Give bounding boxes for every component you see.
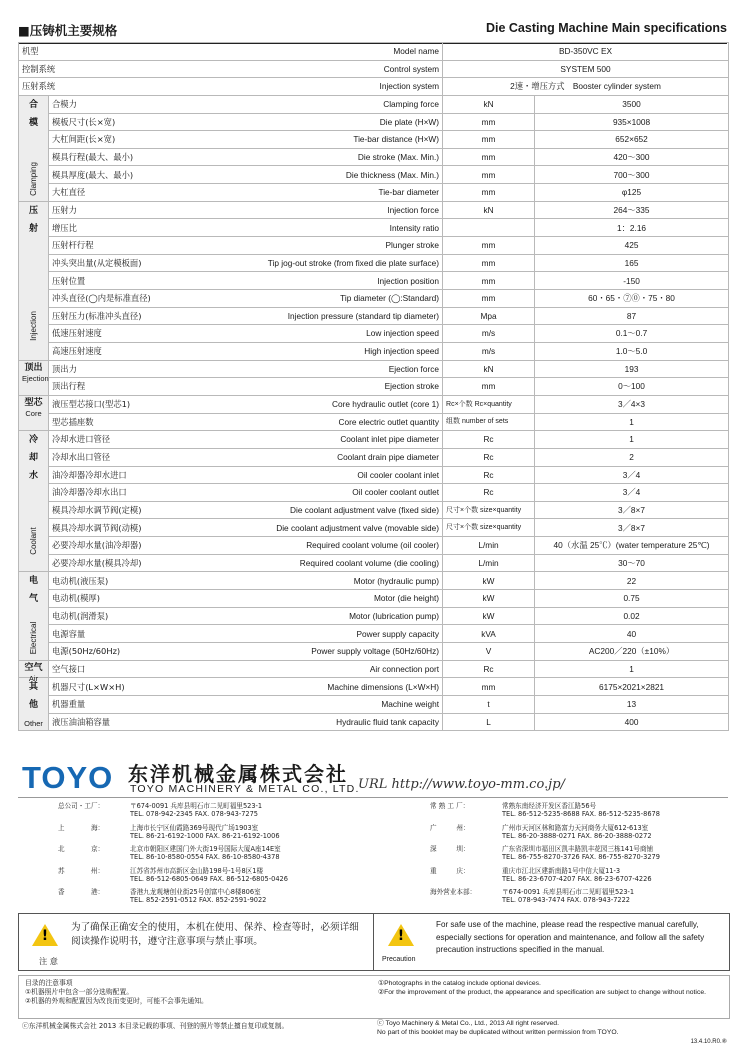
spec-label-cn: 冲头突出量(从定模板面) — [49, 254, 185, 272]
spec-unit: L/min — [443, 537, 535, 555]
spec-unit: Rc — [443, 484, 535, 502]
spec-unit: mm — [443, 184, 535, 202]
address-office: 香 港： — [58, 888, 105, 896]
notes-cn-title: 目录的注意事项 — [25, 979, 73, 987]
spec-row — [19, 378, 729, 396]
spec-label-cn: 模具厚度(最大、最小) — [49, 166, 185, 184]
spec-value: 1.0～5.0 — [535, 342, 729, 360]
spec-row — [19, 590, 729, 608]
spec-value: 3／4×3 — [535, 395, 729, 413]
spec-label-cn: 大杠间距(长×宽) — [49, 131, 185, 149]
spec-label-cn: 大杠直径 — [49, 184, 185, 202]
section-label-cn: 冷 却 水 — [28, 435, 38, 482]
spec-row — [19, 431, 729, 449]
spec-row — [19, 572, 729, 590]
spec-row — [19, 131, 729, 149]
spec-row — [19, 95, 729, 113]
spec-label-cn: 合模力 — [49, 95, 185, 113]
spec-unit: Rc×个数 Rc×quantity — [443, 395, 535, 413]
spec-value: 652×652 — [535, 131, 729, 149]
spec-label-cn: 必要冷却水量(模具冷却) — [49, 554, 185, 572]
spec-label-en: Die stroke (Max. Min.) — [185, 148, 443, 166]
spec-value: 2 — [535, 448, 729, 466]
spec-label-en: Tie-bar diameter — [185, 184, 443, 202]
spec-unit — [443, 219, 535, 237]
spec-value: 3／4 — [535, 484, 729, 502]
spec-row — [19, 148, 729, 166]
spec-unit: kN — [443, 95, 535, 113]
spec-unit: Rc — [443, 466, 535, 484]
address-phone: TEL. 078-942-2345 FAX. 078-943-7275 — [130, 810, 258, 818]
address-phone: TEL. 86-512-5235-8688 FAX. 86-512-5235-8678 — [502, 810, 660, 818]
spec-label-cn: 压射位置 — [49, 272, 185, 290]
section-label-cn: 合 模 — [28, 99, 38, 128]
spec-label-en: Oil cooler coolant inlet — [185, 466, 443, 484]
address-office: 苏 州： — [58, 866, 105, 875]
spec-row — [19, 184, 729, 202]
spec-label-cn: 模具冷却水调节阀(动模) — [49, 519, 185, 537]
address-office: 重 庆： — [430, 866, 470, 875]
address-office: 常 熟 工 厂： — [430, 802, 470, 810]
spec-unit: kVA — [443, 625, 535, 643]
spec-label-cn: 冷却水进口管径 — [49, 431, 185, 449]
section-air — [19, 660, 49, 683]
spec-label-en: Clamping force — [185, 95, 443, 113]
address-detail — [130, 802, 262, 818]
spec-unit: mm — [443, 166, 535, 184]
address-phone: TEL. 86-20-3888-0271 FAX. 86-20-3888-0272 — [502, 831, 652, 840]
section-label-en: Air — [28, 673, 39, 683]
spec-unit: V — [443, 643, 535, 661]
copyright-en-1: ⓒ Toyo Machinery & Metal Co., Ltd., 2013 All right reserved. — [377, 1020, 559, 1027]
spec-label-en: Die coolant adjustment valve (movable side) — [185, 519, 443, 537]
spec-value: 193 — [535, 360, 729, 378]
caution-label-en: Precaution — [382, 956, 416, 963]
spec-unit: mm — [443, 272, 535, 290]
spec-value: AC200／220（±10%） — [535, 643, 729, 661]
spec-label-cn: 冲头直径(◯内是标准直径) — [49, 290, 185, 308]
spec-unit: Rc — [443, 448, 535, 466]
address-line: 广东省深圳市福田区凯丰路凯丰花园三栋141号商铺 — [502, 845, 654, 853]
spec-label-en: Ejection force — [185, 360, 443, 378]
spec-label-en: Motor (lubrication pump) — [185, 607, 443, 625]
spec-value: 400 — [535, 713, 729, 731]
caution-en — [374, 914, 729, 970]
spec-value: 1 — [535, 413, 729, 431]
spec-row — [19, 501, 729, 519]
address-line: 香港九龙观塘创业街25号创富中心8楼806室 — [130, 888, 261, 896]
section-label-en: Coolant — [28, 527, 38, 556]
spec-value: 3／8×7 — [535, 519, 729, 537]
spec-unit: mm — [443, 237, 535, 255]
spec-value: SYSTEM 500 — [443, 60, 729, 78]
spec-row — [19, 342, 729, 360]
spec-row — [19, 201, 729, 219]
spec-row — [19, 395, 729, 413]
spec-row — [19, 448, 729, 466]
spec-label-en: Motor (die height) — [185, 590, 443, 608]
address-line: 〒674-0091 兵库县明石市二见町福里523-1 — [502, 888, 635, 896]
spec-row — [19, 166, 729, 184]
spec-unit: m/s — [443, 342, 535, 360]
address-line: 江苏省苏州市高新区金山路198号-1号8区1楼 — [130, 866, 264, 875]
spec-value: 165 — [535, 254, 729, 272]
title-en: Die Casting Machine Main specifications — [485, 21, 727, 35]
spec-label-en: High injection speed — [185, 342, 443, 360]
spec-unit: kN — [443, 201, 535, 219]
section-label-cn: 电 气 — [28, 576, 38, 605]
spec-unit: Mpa — [443, 307, 535, 325]
spec-row — [19, 625, 729, 643]
spec-value: 13 — [535, 695, 729, 713]
notes-en — [378, 979, 724, 997]
address-detail — [502, 845, 660, 861]
spec-label-cn: 型芯插座数 — [49, 413, 185, 431]
spec-value: 3／8×7 — [535, 501, 729, 519]
spec-value: 2速・增压方式 Booster cylinder system — [443, 78, 729, 96]
spec-label-en: Power supply voltage (50Hz/60Hz) — [185, 643, 443, 661]
copyright-en — [377, 1019, 619, 1037]
spec-unit: 尺寸×个数 size×quantity — [443, 501, 535, 519]
spec-row — [19, 113, 729, 131]
address-phone: TEL. 86-10-8580-0554 FAX. 86-10-8580-4378 — [130, 853, 280, 861]
spec-row — [19, 325, 729, 343]
spec-label-cn: 电动机(润滑泵) — [49, 607, 185, 625]
address-office: 深 圳： — [430, 845, 470, 853]
spec-label-cn: 顶出行程 — [49, 378, 185, 396]
spec-row — [19, 466, 729, 484]
spec-label-en: Tip diameter (◯:Standard) — [185, 290, 443, 308]
address-phone: TEL. 078-943-7474 FAX. 078-943-7222 — [502, 896, 630, 904]
spec-label-en: Required coolant volume (oil cooler) — [185, 537, 443, 555]
spec-label-en: Die coolant adjustment valve (fixed side) — [185, 501, 443, 519]
catalog-code: 13.4.10.R0.⑧ — [690, 1039, 727, 1045]
spec-value: 1：2.16 — [535, 219, 729, 237]
caution-label-cn: 注 意 — [39, 956, 58, 966]
address-detail — [502, 867, 652, 883]
spec-label-cn: 增压比 — [49, 219, 185, 237]
spec-unit: 尺寸×个数 size×quantity — [443, 519, 535, 537]
address-divider — [18, 797, 728, 798]
spec-row — [19, 360, 729, 378]
spec-unit: 组数 number of sets — [443, 413, 535, 431]
spec-label-en: Machine dimensions (L×W×H) — [185, 678, 443, 696]
section-label-en: Ejection — [22, 373, 49, 383]
spec-label-en: Injection position — [185, 272, 443, 290]
spec-unit: mm — [443, 290, 535, 308]
section-label-cn: 顶出 — [24, 362, 43, 373]
spec-label-cn: 压射杆行程 — [49, 237, 185, 255]
spec-value: BD-350VC EX — [443, 43, 729, 61]
spec-label-cn: 模具冷却水调节阀(定模) — [49, 501, 185, 519]
spec-row — [19, 78, 729, 96]
spec-label-cn: 控制系统 — [19, 60, 185, 78]
spec-value: 0.75 — [535, 590, 729, 608]
notes-cn-1: ①机器照片中包含一部分选购配置。 — [25, 988, 134, 996]
spec-value: -150 — [535, 272, 729, 290]
spec-label-cn: 液压油油箱容量 — [49, 713, 185, 731]
caution-text-cn: 为了确保正确安全的使用，本机在使用、保养、检查等时，必须详细阅读操作说明书，遵守注意事项与禁止事项。 — [71, 922, 359, 947]
address-phone: TEL. 86-512-6805-0649 FAX. 86-512-6805-0426 — [130, 874, 288, 883]
spec-label-en: Coolant drain pipe diameter — [185, 448, 443, 466]
spec-value: 1 — [535, 431, 729, 449]
spec-label-en: Injection pressure (standard tip diameter) — [185, 307, 443, 325]
spec-label-en: Tie-bar distance (H×W) — [185, 131, 443, 149]
catalog-notes — [18, 975, 730, 1019]
notes-en-1: ①Photographs in the catalog include optional devices. — [378, 980, 541, 987]
address-phone: TEL. 852-2591-0512 FAX. 852-2591-9022 — [130, 896, 267, 904]
spec-label-en: Low injection speed — [185, 325, 443, 343]
spec-unit: mm — [443, 378, 535, 396]
section-label-en: Injection — [28, 310, 38, 341]
spec-value: 3／4 — [535, 466, 729, 484]
spec-label-cn: 必要冷却水量(油冷却器) — [49, 537, 185, 555]
spec-value: 3500 — [535, 95, 729, 113]
spec-label-en: Die plate (H×W) — [185, 113, 443, 131]
spec-unit: m/s — [443, 325, 535, 343]
spec-value: 1 — [535, 660, 729, 678]
spec-label-cn: 空气接口 — [49, 660, 185, 678]
spec-unit: kN — [443, 360, 535, 378]
spec-row — [19, 484, 729, 502]
address-line: 〒674-0091 兵库县明石市二见町福里523-1 — [130, 802, 263, 810]
address-detail — [502, 802, 660, 818]
spec-unit: mm — [443, 254, 535, 272]
address-detail — [502, 888, 634, 904]
spec-row — [19, 554, 729, 572]
spec-label-en: Plunger stroke — [185, 237, 443, 255]
company-name-en: TOYO MACHINERY & METAL CO., LTD. — [130, 783, 360, 795]
spec-label-en: Control system — [185, 60, 443, 78]
address-phone: TEL. 86-21-6192-1000 FAX. 86-21-6192-1006 — [130, 831, 280, 840]
address-office: 总公司・工厂： — [58, 802, 105, 810]
section-label-cn: 压 射 — [28, 205, 38, 234]
spec-unit: mm — [443, 148, 535, 166]
toyo-logo: TOYO — [22, 760, 114, 795]
section-other — [19, 678, 49, 731]
address-line: 北京市朝阳区建国门外大街19号国际大厦A座14E室 — [130, 845, 281, 853]
spec-label-en: Model name — [185, 43, 443, 61]
spec-row — [19, 519, 729, 537]
address-phone: TEL. 86-755-8270-3726 FAX. 86-755-8270-3279 — [502, 853, 660, 861]
spec-label-cn: 低速压射速度 — [49, 325, 185, 343]
spec-row — [19, 219, 729, 237]
address-line: 重庆市江北区建新南路1号中信大厦11-3 — [502, 866, 621, 875]
spec-label-en: Machine weight — [185, 695, 443, 713]
address-detail — [502, 824, 652, 840]
spec-label-cn: 液压型芯接口(型芯1) — [49, 395, 185, 413]
spec-label-cn: 油冷却器冷却水出口 — [49, 484, 185, 502]
spec-unit: mm — [443, 131, 535, 149]
spec-row — [19, 713, 729, 731]
spec-row — [19, 678, 729, 696]
section-label-en: Core — [25, 408, 42, 418]
spec-value: 935×1008 — [535, 113, 729, 131]
caution-box — [18, 913, 730, 971]
spec-value: 0.1～0.7 — [535, 325, 729, 343]
spec-unit: Rc — [443, 431, 535, 449]
spec-label-en: Core electric outlet quantity — [185, 413, 443, 431]
section-label-cn: 空气 — [24, 662, 43, 673]
warning-exclamation-icon: ! — [397, 928, 405, 944]
section-label-en: Clamping — [28, 161, 38, 196]
spec-label-en: Die thickness (Max. Min.) — [185, 166, 443, 184]
spec-label-cn: 高速压射速度 — [49, 342, 185, 360]
spec-label-en: Core hydraulic outlet (core 1) — [185, 395, 443, 413]
copyright-cn: ⓒ东洋机械金属株式会社 2013 本目录记载的事项、刊登的照片等禁止擅自复印或复制。 — [22, 1022, 289, 1030]
spec-label-en: Ejection stroke — [185, 378, 443, 396]
spec-value: 6175×2021×2821 — [535, 678, 729, 696]
spec-unit: L/min — [443, 554, 535, 572]
warning-exclamation-icon: ! — [41, 928, 49, 944]
spec-value: φ125 — [535, 184, 729, 202]
spec-label-cn: 机型 — [19, 43, 185, 61]
copyright-en-2: No part of this booklet may be duplicated without written permission from TOYO. — [377, 1029, 619, 1036]
address-detail — [130, 824, 280, 840]
spec-label-en: Intensity ratio — [185, 219, 443, 237]
spec-label-en: Motor (hydraulic pump) — [185, 572, 443, 590]
spec-unit: kW — [443, 607, 535, 625]
spec-row — [19, 643, 729, 661]
spec-row — [19, 413, 729, 431]
spec-value: 0～100 — [535, 378, 729, 396]
spec-unit: kW — [443, 572, 535, 590]
spec-row — [19, 60, 729, 78]
spec-value: 264～335 — [535, 201, 729, 219]
spec-label-cn: 压射压力(标准冲头直径) — [49, 307, 185, 325]
address-line: 广州市天河区林和路富力天河商务大厦612-613室 — [502, 823, 649, 832]
address-office: 上 海： — [58, 823, 105, 832]
section-core — [19, 395, 49, 430]
address-detail — [130, 845, 281, 861]
section-label-en: Other — [24, 718, 43, 728]
address-line: 常熟东南经济开发区香江路56号 — [502, 802, 597, 810]
spec-label-cn: 冷却水出口管径 — [49, 448, 185, 466]
address-office: 广 州： — [430, 823, 470, 832]
spec-value: 40 — [535, 625, 729, 643]
address-office: 北 京： — [58, 845, 105, 853]
spec-label-cn: 电动机(液压泵) — [49, 572, 185, 590]
spec-value: 0.02 — [535, 607, 729, 625]
spec-label-en: Coolant inlet pipe diameter — [185, 431, 443, 449]
spec-value: 425 — [535, 237, 729, 255]
spec-value: 22 — [535, 572, 729, 590]
notes-en-2: ②For the improvement of the product, the appearance and specification are subject to change without notice. — [378, 989, 707, 996]
spec-value: 87 — [535, 307, 729, 325]
spec-label-en: Oil cooler coolant outlet — [185, 484, 443, 502]
spec-unit: mm — [443, 113, 535, 131]
spec-row — [19, 695, 729, 713]
address-detail — [130, 867, 288, 883]
spec-label-cn: 电源容量 — [49, 625, 185, 643]
spec-label-cn: 电动机(模厚) — [49, 590, 185, 608]
spec-row — [19, 607, 729, 625]
spec-row — [19, 290, 729, 308]
spec-unit: Rc — [443, 660, 535, 678]
spec-label-en: Required coolant volume (die cooling) — [185, 554, 443, 572]
spec-label-en: Power supply capacity — [185, 625, 443, 643]
section-ejection — [19, 360, 49, 395]
spec-value: 700～300 — [535, 166, 729, 184]
spec-row — [19, 237, 729, 255]
company-url[interactable]: URL http://www.toyo-mm.co.jp/ — [358, 777, 565, 792]
section-injection — [19, 201, 49, 360]
spec-label-en: Hydraulic fluid tank capacity — [185, 713, 443, 731]
address-detail — [130, 888, 266, 904]
spec-row — [19, 660, 729, 678]
spec-value: 40（水温 25℃）(water temperature 25℃) — [535, 537, 729, 555]
spec-table — [18, 42, 729, 731]
spec-label-cn: 电源(50Hz/60Hz) — [49, 643, 185, 661]
spec-unit: t — [443, 695, 535, 713]
spec-label-cn: 油冷却器冷却水进口 — [49, 466, 185, 484]
section-label-cn: 其 他 — [28, 682, 38, 711]
spec-label-cn: 机器重量 — [49, 695, 185, 713]
address-phone: TEL. 86-23-6707-4207 FAX. 86-23-6707-4226 — [502, 874, 652, 883]
caution-text-en: For safe use of the machine, please read the respective manual carefully, especially sections for operation and maintenance, and follow all the safety precaution instructions specified in the manual. — [436, 920, 705, 954]
company-name-cn: 东洋机械金属株式会社 — [128, 762, 348, 786]
notes-cn — [25, 979, 365, 1006]
section-coolant — [19, 431, 49, 572]
caution-cn — [19, 914, 374, 970]
spec-unit: L — [443, 713, 535, 731]
spec-label-cn: 压射力 — [49, 201, 185, 219]
section-label-en: Electrical — [28, 621, 38, 654]
spec-label-en: Injection force — [185, 201, 443, 219]
spec-label-en: Air connection port — [185, 660, 443, 678]
spec-label-en: Tip jog-out stroke (from fixed die plate surface) — [185, 254, 443, 272]
address-office: 海外营业本部： — [430, 888, 477, 896]
spec-row — [19, 272, 729, 290]
spec-value: 420～300 — [535, 148, 729, 166]
spec-unit: kW — [443, 590, 535, 608]
spec-label-en: Injection system — [185, 78, 443, 96]
spec-label-cn: 模板尺寸(长×宽) — [49, 113, 185, 131]
spec-row — [19, 307, 729, 325]
spec-label-cn: 模具行程(最大、最小) — [49, 148, 185, 166]
spec-unit: mm — [443, 678, 535, 696]
spec-label-cn: 顶出力 — [49, 360, 185, 378]
section-label-cn: 型芯 — [24, 397, 43, 408]
title-cn: ■压铸机主要规格 — [18, 23, 118, 38]
page-header — [18, 20, 727, 44]
spec-row — [19, 43, 729, 61]
spec-label-cn: 压射系统 — [19, 78, 185, 96]
section-clamping — [19, 95, 49, 201]
spec-row — [19, 537, 729, 555]
spec-row — [19, 254, 729, 272]
address-line: 上海市长宁区仙霞路369号现代广场1903室 — [130, 823, 259, 832]
spec-value: 60・65・⑦⓪・75・80 — [535, 290, 729, 308]
notes-cn-2: ②机器的外观和配置因为改良而变更时，可能不会事先通知。 — [25, 997, 208, 1005]
spec-label-cn: 机器尺寸(L×W×H) — [49, 678, 185, 696]
spec-value: 30～70 — [535, 554, 729, 572]
section-electrical — [19, 572, 49, 660]
